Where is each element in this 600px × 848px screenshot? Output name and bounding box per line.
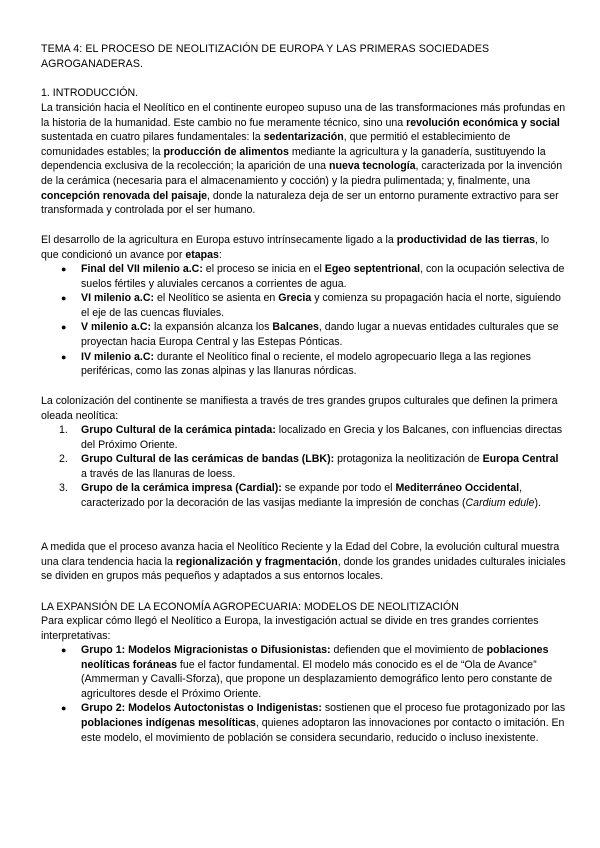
bold-text: Mediterráneo Occidental (395, 482, 520, 495)
regionalization-paragraph (41, 540, 566, 584)
group-text (81, 424, 562, 451)
stage-item (41, 320, 566, 349)
model-text (81, 702, 565, 743)
text-run: La colonización del continente se manifiesta a través de tres grandes grupos culturales que definen la primera oleada neolítica: (41, 395, 558, 422)
bold-text: IV milenio a.C: (81, 350, 154, 363)
text-run: , caracterizada por la invención de la cerámica (necesaria para el almacenamiento y cocción) y la piedra pulimentada; y, finalmente, una (41, 160, 563, 187)
bold-text: Egeo septentrional (324, 263, 421, 275)
bold-text: etapas (185, 248, 219, 261)
text-run: sustentada en cuatro pilares fundamentales: la (41, 131, 264, 144)
stage-item (41, 350, 566, 379)
text-run: la expansión alcanza los (151, 321, 273, 334)
text-run: , donde los grandes unidades culturales iniciales se dividen en grupos más pequeños y adaptados a sus entornos locales. (41, 555, 566, 583)
text-run: el Neolítico se asienta en (154, 292, 279, 305)
group-item (41, 452, 566, 481)
text-run: , dando lugar a nuevas entidades culturales que se proyectan hacia Europa Central y las Estepas Pónticas. (81, 321, 559, 348)
text-run: , quienes adoptaron las innovaciones por contacto o imitación. En este modelo, el movimiento de población se considera secundario, reducido o incluso inexistente. (81, 716, 565, 744)
group-text (81, 482, 541, 509)
bold-text: Grupo 1: Modelos Migracionistas o Difusionistas: (81, 644, 331, 656)
bold-text: producción de alimentos (163, 145, 289, 158)
text-run: localizado en Grecia y los Balcanes, con influencias directas del Próximo Oriente. (81, 424, 563, 451)
colonization-paragraph (41, 394, 566, 423)
stage-text (81, 292, 561, 319)
italic-text: Cardium edule (465, 496, 535, 509)
bold-text: Grupo Cultural de las cerámicas de bandas (LBK): (81, 453, 335, 466)
text-run: y comienza su propagación hacia el norte, siguiendo el eje de las cuencas fluviales. (81, 292, 561, 319)
section-heading-introduction: 1. INTRODUCCIÓN. (41, 87, 139, 99)
text-run: , caracterizado por la decoración de las vasijas mediante la impresión de conchas ( (81, 482, 523, 509)
intro-paragraph (41, 101, 566, 218)
stage-item (41, 291, 566, 320)
text-run: Para explicar cómo llegó el Neolítico a Europa, la investigación actual se divide en tres grandes corrientes interpretativas: (41, 615, 539, 642)
list-number: 2. (59, 453, 68, 466)
models-list (41, 643, 566, 745)
page-title: TEMA 4: EL PROCESO DE NEOLITIZACIÓN DE EUROPA Y LAS PRIMERAS SOCIEDADES AGROGANADERAS. (41, 43, 490, 70)
bold-text: Grupo de la cerámica impresa (Cardial): (81, 482, 282, 495)
text-run: , donde la naturaleza deja de ser un entorno puramente extractivo para ser transformada y controlada por el ser humano. (41, 189, 559, 217)
bold-text: Grupo Cultural de la cerámica pintada: (81, 424, 276, 436)
bold-text: revolución económica y social (406, 116, 560, 129)
models-intro-paragraph (41, 614, 566, 643)
text-run: : (218, 248, 222, 261)
text-run: , lo que condicionó un avance por (41, 234, 550, 261)
bold-text: poblaciones neolíticas foráneas (81, 644, 549, 671)
text-run: defienden que el movimiento de (330, 644, 487, 656)
text-run: durante el Neolítico final o reciente, el modelo agropecuario llega a las regiones periféricas, como las zonas alpinas y las llanuras nórdicas. (81, 350, 531, 378)
agriculture-paragraph (41, 233, 566, 262)
bullet-icon: ● (61, 264, 67, 274)
stage-text (81, 263, 564, 290)
text-run: a través de las llanuras de loess. (81, 467, 236, 480)
stages-list (41, 262, 566, 379)
text-run: ). (534, 496, 541, 509)
bold-text: Grupo 2: Modelos Autoctonistas o Indigenistas: (81, 702, 322, 715)
group-item (41, 481, 566, 510)
text-run: El desarrollo de la agricultura en Europa estuvo intrínsecamente ligado a la (41, 234, 397, 246)
bullet-icon: ● (61, 703, 67, 714)
bold-text: V milenio a.C: (81, 321, 152, 334)
stage-text (81, 321, 559, 348)
group-item (41, 423, 566, 452)
bold-text: VI milenio a.C: (81, 292, 154, 305)
list-number: 1. (59, 424, 68, 436)
text-run: sostienen que el proceso fue protagonizado por las (321, 702, 566, 715)
bullet-icon: ● (61, 351, 67, 362)
cultural-groups-list (41, 423, 566, 511)
text-run: , que permitió el establecimiento de comunidades estables; la (41, 131, 511, 158)
stage-text (81, 351, 531, 378)
bullet-icon: ● (61, 322, 67, 333)
bullet-icon: ● (61, 645, 67, 655)
text-run: protagoniza la neolitización de (334, 453, 483, 466)
bold-text: sedentarización (263, 131, 344, 144)
text-run: A medida que el proceso avanza hacia el Neolítico Reciente y la Edad del Cobre, la evolución cultural muestra una clara tendencia hacia la (41, 541, 560, 568)
bold-text: Balcanes (272, 321, 319, 334)
section-heading-expansion: LA EXPANSIÓN DE LA ECONOMÍA AGROPECUARIA: MODELOS DE NEOLITIZACIÓN (41, 601, 459, 613)
text-run: , con la ocupación selectiva de suelos fértiles y aluviales cercanos a corrientes de agua. (81, 263, 565, 290)
model-item (41, 643, 566, 701)
text-run: se expande por todo el (281, 482, 396, 495)
list-number: 3. (59, 482, 68, 495)
text-run: La transición hacia el Neolítico en el continente europeo supuso una de las transformaciones más profundas en la historia de la humanidad. Este cambio no fue meramente técnico, sino una (41, 102, 566, 129)
model-text (81, 644, 552, 700)
bold-text: nueva tecnología (329, 160, 416, 173)
stage-item (41, 262, 566, 291)
text-run: mediante la agricultura y la ganadería, sustituyendo la dependencia exclusiva de la recolección; la aparición de una (41, 145, 546, 173)
group-text (81, 453, 559, 480)
bold-text: Final del VII milenio a.C: (81, 263, 203, 275)
model-item (41, 701, 566, 745)
bold-text: productividad de las tierras (396, 234, 536, 246)
bold-text: Grecia (278, 292, 312, 305)
bold-text: poblaciones indígenas mesolíticas (81, 716, 256, 729)
text-run: fue el factor fundamental. El modelo más conocido es el de “Ola de Avance” (Ammerman y Cavalli-Sforza), que propone un desplazamiento demográfico lento pero constante de agricultores desde el Próximo Oriente. (81, 658, 553, 700)
text-run: el proceso se inicia en el (202, 263, 325, 275)
bullet-icon: ● (61, 293, 67, 304)
bold-text: concepción renovada del paisaje (41, 189, 208, 202)
bold-text: Europa Central (482, 453, 559, 466)
bold-text: regionalización y fragmentación (175, 555, 338, 568)
